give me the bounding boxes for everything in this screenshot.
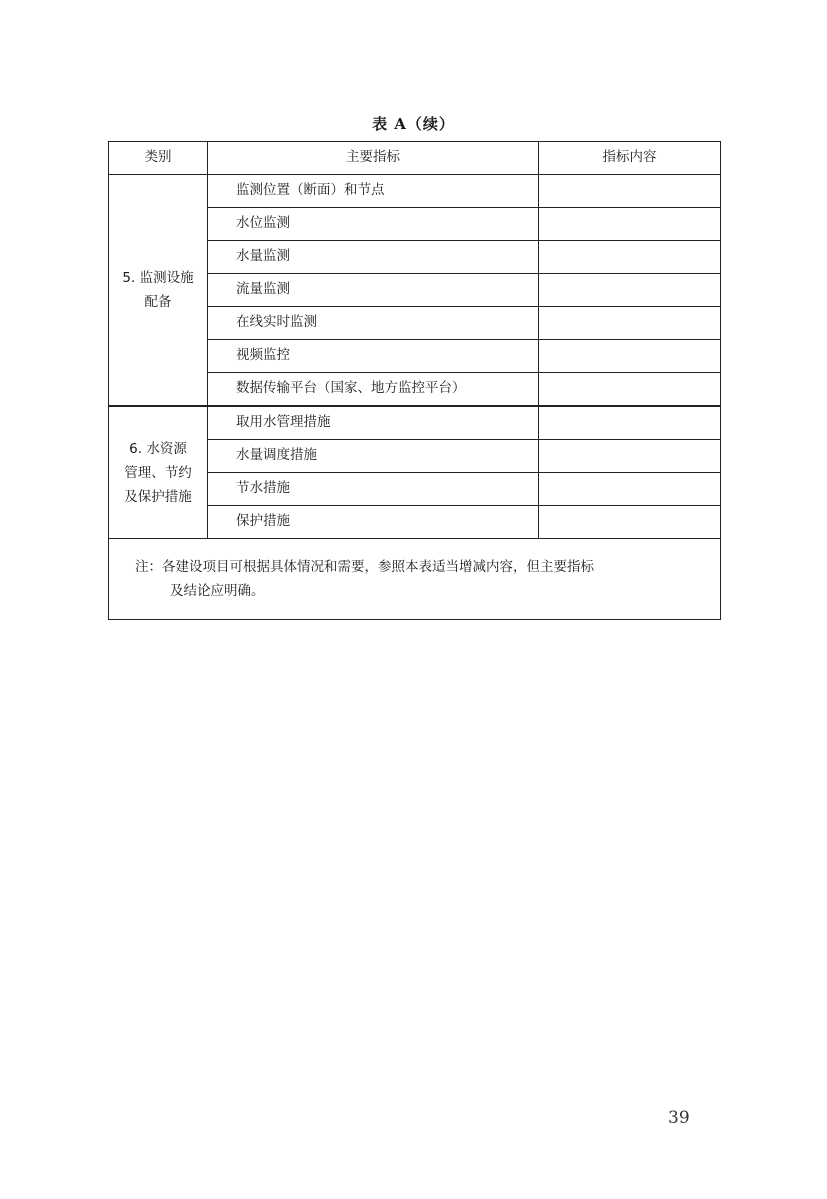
header-category: 类别	[109, 142, 208, 175]
table-title: 表 A（续）	[372, 115, 455, 133]
category-label: 5. 监测设施	[122, 270, 194, 286]
note-row	[109, 539, 721, 620]
category-label: 及保护措施	[124, 488, 192, 505]
header-content: 指标内容	[539, 142, 721, 175]
table-row	[109, 175, 721, 208]
indicator-item: 保护措施	[208, 506, 539, 539]
indicator-item: 流量监测	[208, 274, 539, 307]
indicator-item: 监测位置（断面）和节点	[208, 175, 539, 208]
indicator-item: 节水措施	[208, 473, 539, 506]
header-row	[109, 142, 721, 175]
indicator-content-cell	[539, 506, 721, 539]
header-indicator: 主要指标	[208, 142, 539, 175]
indicator-content-cell	[539, 340, 721, 373]
note-line: 注：各建设项目可根据具体情况和需要，参照本表适当增减内容，但主要指标	[135, 559, 594, 575]
indicator-item: 在线实时监测	[208, 307, 539, 340]
indicator-item: 取用水管理措施	[208, 406, 539, 440]
indicator-content-cell	[539, 208, 721, 241]
indicator-content-cell	[539, 373, 721, 407]
indicator-item: 水量监测	[208, 241, 539, 274]
table-note	[109, 539, 721, 620]
page-number: 39	[668, 1108, 690, 1128]
indicator-content-cell	[539, 241, 721, 274]
indicator-item: 数据传输平台（国家、地方监控平台）	[208, 373, 539, 407]
indicator-content-cell	[539, 473, 721, 506]
table-row	[109, 406, 721, 440]
indicator-item: 水量调度措施	[208, 440, 539, 473]
indicator-content-cell	[539, 406, 721, 440]
note-line: 及结论应明确。	[170, 583, 265, 599]
indicator-table	[108, 141, 721, 620]
indicator-content-cell	[539, 274, 721, 307]
indicator-content-cell	[539, 307, 721, 340]
category-cell-water-resources	[109, 406, 208, 539]
category-label: 配备	[144, 294, 172, 310]
category-cell-monitoring	[109, 175, 208, 407]
category-label: 管理、节约	[124, 464, 192, 481]
indicator-item: 水位监测	[208, 208, 539, 241]
category-label: 6. 水资源	[129, 440, 187, 457]
indicator-content-cell	[539, 440, 721, 473]
indicator-content-cell	[539, 175, 721, 208]
indicator-item: 视频监控	[208, 340, 539, 373]
